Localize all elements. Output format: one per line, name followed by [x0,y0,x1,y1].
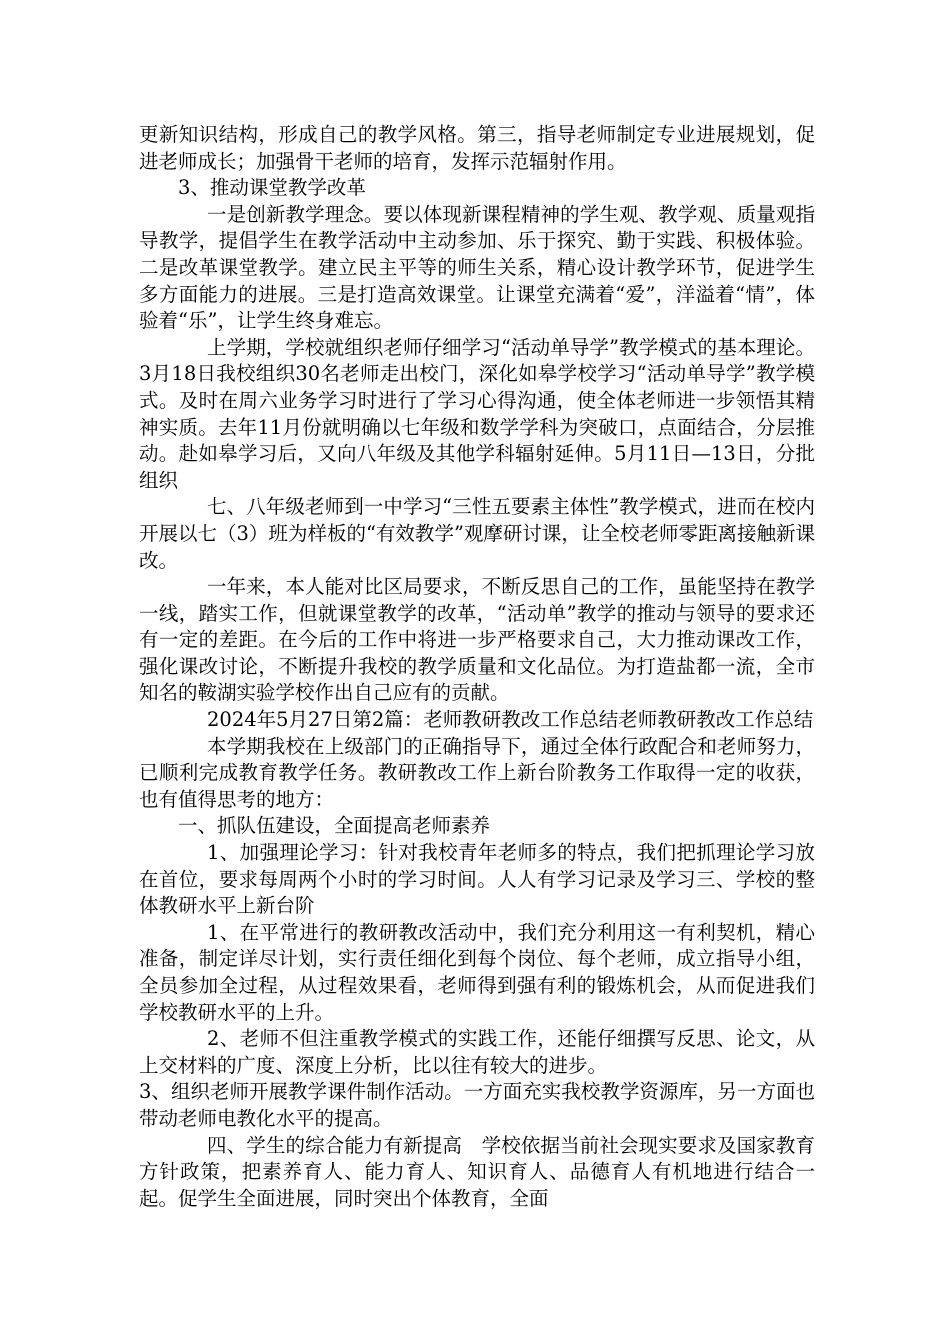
paragraph-4: 上学期，学校就组织老师仔细学习“活动单导学”教学模式的基本理论。3月18日我校组织30名老师走出校门，深化如皋学校学习“活动单导学”教学模式。及时在周六业务学习时进行了学习心得沟通，使全体老师进一步领悟其精神实质。去年11月份就明确以七年级和数学学科为突破口，点面结合，分层推动。赴如皋学习后，又向八年级及其他学科辐射延伸。5月11日—13日，分批组织 [139,335,815,492]
paragraph-13: 3、组织老师开展教学课件制作活动。一方面充实我校教学资源库，另一方面也带动老师电教化水平的提高。 [139,1080,815,1130]
paragraph-11: 1、在平常进行的教研教改活动中，我们充分利用这一有利契机，精心准备，制定详尽计划，实行责任细化到每个岗位、每个老师，成立指导小组，全员参加全过程，从过程效果看，老师得到强有利的锻炼机会，从而促进我们学校教研水平的上升。 [139,920,815,1024]
paragraph-12: 2、老师不但注重教学模式的实践工作，还能仔细撰写反思、论文，从上交材料的广度、深度上分析，比以往有较大的进步。 [139,1027,815,1077]
paragraph-14: 四、学生的综合能力有新提高 学校依据当前社会现实要求及国家教育方针政策，把素养育人、能力育人、知识育人、品德育人有机地进行结合一起。促学生全面进展，同时突出个体教育，全面 [139,1133,815,1210]
section-heading-classroom-reform: 3、推动课堂教学改革 [178,176,366,200]
paragraph-8: 本学期我校在上级部门的正确指导下，通过全体行政配合和老师努力，已顺利完成教育教学任务。教研教改工作上新台阶教务工作取得一定的收获，也有值得思考的地方： [139,734,815,811]
paragraph-10: 1、加强理论学习：针对我校青年老师多的特点，我们把抓理论学习放在首位，要求每周两个小时的学习时间。人人有学习记录及学习三、学校的整体教研水平上新台阶 [139,841,815,918]
document-page [139,122,815,1212]
paragraph-3: 一是创新教学理念。要以体现新课程精神的学生观、教学观、质量观指导教学，提倡学生在教学活动中主动参加、乐于探究、勤于实践、积极体验。二是改革课堂教学。建立民主平等的师生关系，精心设计教学环节，促进学生多方面能力的进展。三是打造高效课堂。让课堂充满着“爱”，洋溢着“情”，体验着“乐”，让学生终身难忘。 [139,202,815,333]
article-2-title: 2024年5月27日第2篇：老师教研教改工作总结老师教研教改工作总结 [207,708,814,732]
paragraph-6: 一年来，本人能对比区局要求，不断反思自己的工作，虽能坚持在教学一线，踏实工作，但就课堂教学的改革，“活动单”教学的推动与领导的要求还有一定的差距。在今后的工作中将进一步严格要求自己，大力推动课改工作，强化课改讨论，不断提升我校的教学质量和文化品位。为打造盐都一流，全市知名的鞍湖实验学校作出自己应有的贡献。 [139,575,815,705]
paragraph-1: 更新知识结构，形成自己的教学风格。第三，指导老师制定专业进展规划，促进老师成长；加强骨干老师的培育，发挥示范辐射作用。 [139,123,815,173]
section-heading-team-building: 一、抓队伍建设，全面提高老师素养 [178,814,491,838]
paragraph-5: 七、八年级老师到一中学习“三性五要素主体性”教学模式，进而在校内开展以七（3）班为样板的“有效教学”观摩研讨课，让全校老师零距离接触新课改。 [139,495,815,572]
